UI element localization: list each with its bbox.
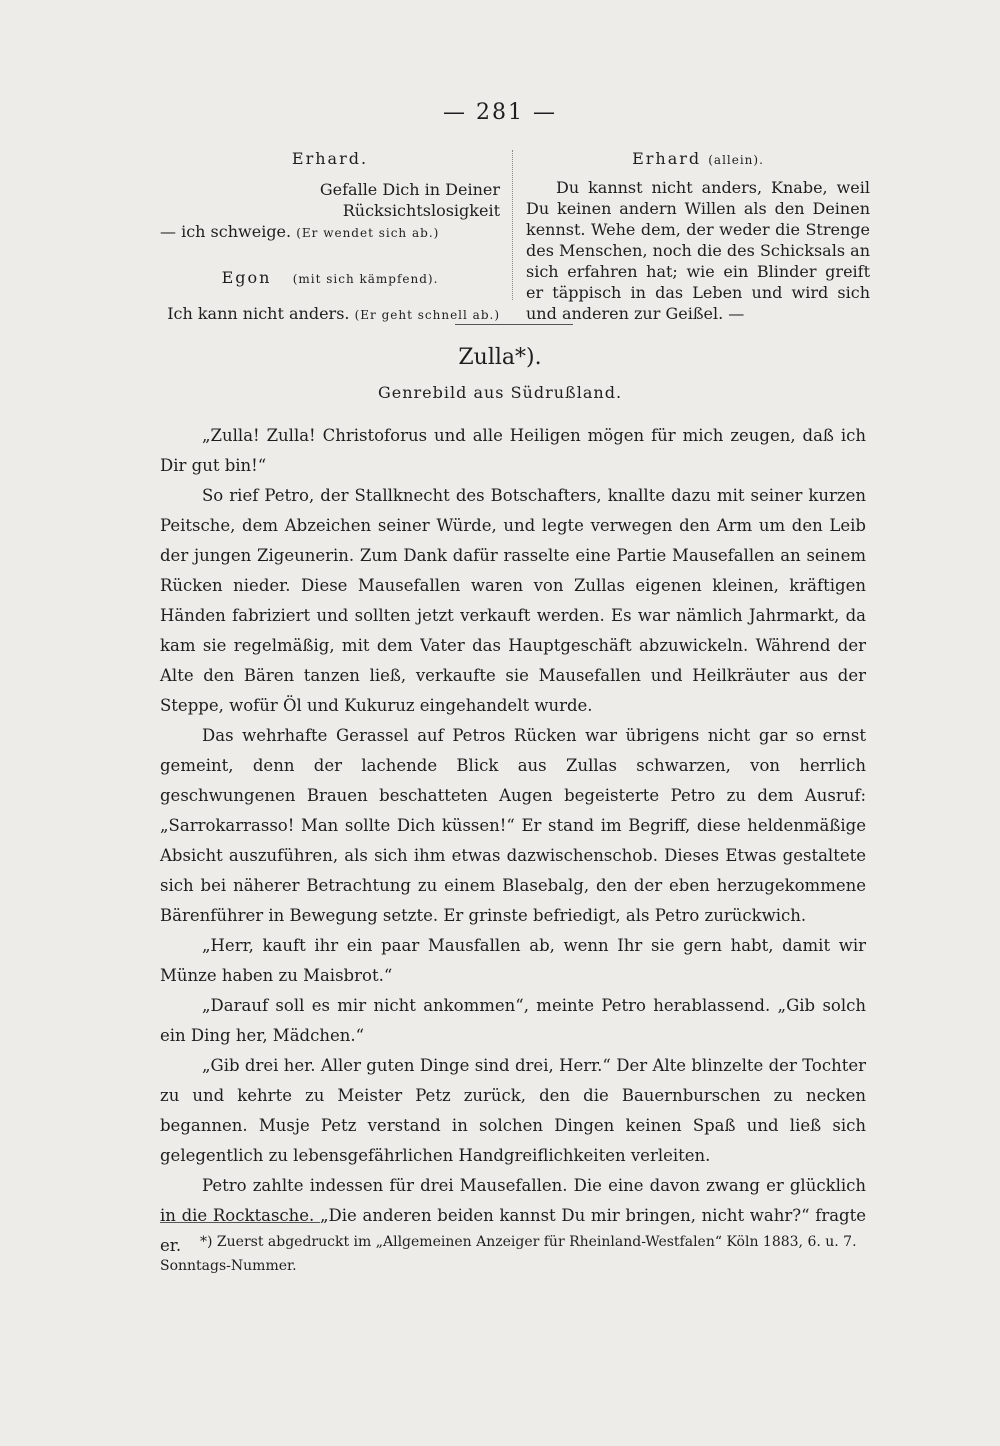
speaker-erhard: Erhard. bbox=[291, 149, 369, 168]
paragraph: Petro zahlte indessen für drei Mausefallen. Die eine davon zwang er glücklich in die Rocktasche. „Die anderen beiden kannst Du mir bringen, nicht wahr?“ fragte er. bbox=[160, 1176, 866, 1255]
section-rule bbox=[455, 324, 573, 325]
speaker-egon-line bbox=[160, 267, 500, 290]
page-number: — 281 — bbox=[443, 100, 557, 125]
paragraph: So rief Petro, der Stallknecht des Botschafters, knallte dazu mit seiner kurzen Peitsche, dem Abzeichen seiner Würde, und legte verwegen den Arm um den Leib der jungen Zigeunerin. Zum Dank dafür rasselte eine Partie Mausefallen an seinem Rücken nieder. Diese Mausefallen waren von Zullas eigenen kleinen, kräftigen Händen fabriziert und sollten jetzt verkauft werden. Es war nämlich Jahrmarkt, da kam sie regelmäßig, mit dem Vater das Hauptgeschäft abzuwickeln. Während der Alte den Bären tanzen ließ, verkaufte sie Mausefallen und Heilkräuter aus der Steppe, wofür Öl und Kukuruz eingehandelt wurde. bbox=[160, 486, 866, 715]
story-body bbox=[160, 421, 866, 1261]
footnote-rule bbox=[160, 1222, 320, 1223]
monologue-text: Du kannst nicht anders, Knabe, weil Du keinen andern Willen als den Deinen kennst. Wehe dem, der weder die Strenge des Menschen, noch die des Schicksals an sich erfahren hat; wie ein Blinder greift er täppisch in das Leben und wird sich und anderen zur Geißel. — bbox=[526, 178, 870, 323]
paragraph: „Darauf soll es mir nicht ankommen“, meinte Petro herablassend. „Gib solch ein Ding her, Mädchen.“ bbox=[160, 996, 866, 1045]
stage-direction: (Er geht schnell ab.) bbox=[354, 308, 500, 322]
paragraph: „Gib drei her. Aller guten Dinge sind drei, Herr.“ Der Alte blinzelte der Tochter zu und kehrte zu Meister Petz zurück, den die Bauernburschen zu necken begannen. Musje Petz verstand in solchen Dingen keinen Spaß und ließ sich gelegentlich zu lebensgefährlichen Handgreiflichkeiten verleiten. bbox=[160, 1056, 866, 1165]
story-title: Zulla*). bbox=[458, 345, 542, 370]
left-dialogue-column bbox=[160, 148, 500, 326]
dialogue-line-3 bbox=[160, 303, 500, 326]
story-subtitle: Genrebild aus Südrußland. bbox=[377, 383, 623, 402]
footnote: *) Zuerst abgedruckt im „Allgemeinen Anzeiger für Rheinland-Westfalen“ Köln 1883, 6. u. 7. Sonntags-Nummer. bbox=[160, 1234, 857, 1274]
speaker-line bbox=[526, 148, 870, 171]
column-divider bbox=[512, 150, 513, 300]
stage-direction: (allein). bbox=[708, 153, 764, 167]
dialogue-text: Ich kann nicht anders. bbox=[167, 304, 350, 323]
dialogue-line-2 bbox=[160, 221, 500, 244]
stage-direction: (mit sich kämpfend). bbox=[292, 272, 439, 286]
paragraph: Das wehrhafte Gerassel auf Petros Rücken war übrigens nicht gar so ernst gemeint, denn der lachende Blick aus Zullas schwarzen, von herrlich geschwungenen Brauen beschatteten Augen begeisterte Petro zu dem Ausruf: „Sarrokarrasso! Man sollte Dich küssen!“ Er stand im Begriff, diese heldenmäßige Absicht auszuführen, als sich ihm etwas dazwischenschob. Dieses Etwas gestaltete sich bei näherer Betrachtung zu einem Blasebalg, den der eben herzugekommene Bärenführer in Bewegung setzte. Er grinste befriedigt, als Petro zurückwich. bbox=[160, 726, 866, 925]
dialogue-text: — ich schweige. bbox=[160, 222, 292, 241]
speaker-egon: Egon bbox=[221, 268, 272, 287]
dialogue-line: Gefalle Dich in Deiner Rücksichtslosigkeit bbox=[319, 180, 500, 220]
paragraph: „Herr, kauft ihr ein paar Mausfallen ab, wenn Ihr sie gern habt, damit wir Münze haben zu Maisbrot.“ bbox=[160, 936, 866, 985]
right-dialogue-column bbox=[526, 148, 870, 324]
paragraph: „Zulla! Zulla! Christoforus und alle Heiligen mögen für mich zeugen, daß ich Dir gut bin!“ bbox=[160, 426, 866, 475]
speaker-erhard: Erhard bbox=[632, 149, 702, 168]
stage-direction: (Er wendet sich ab.) bbox=[296, 226, 440, 240]
